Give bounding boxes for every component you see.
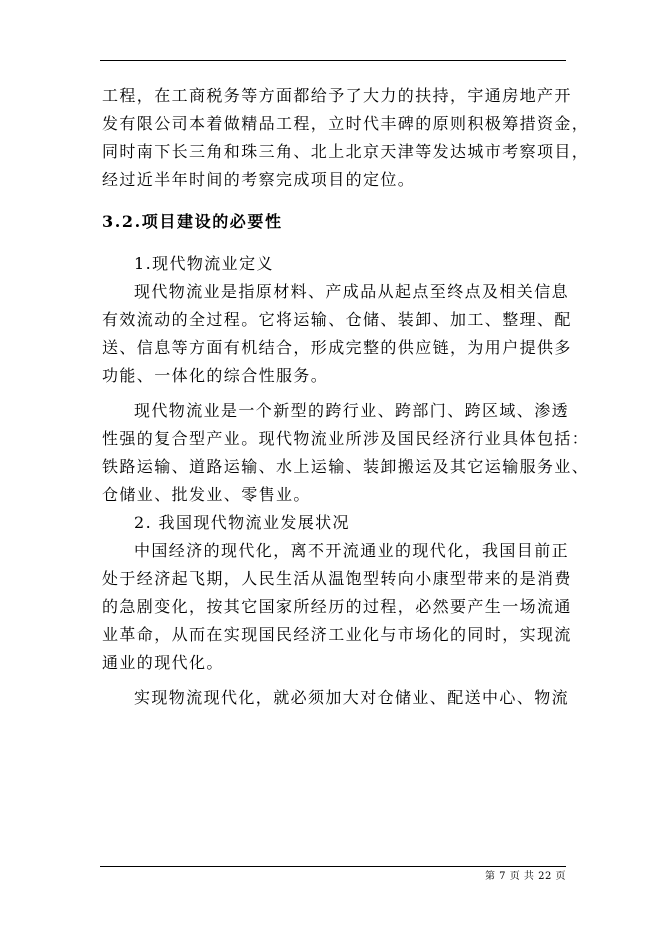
text-line: 发有限公司本着做精品工程，立时代丰碑的原则积极筹措资金， bbox=[102, 114, 590, 133]
paragraph-status bbox=[102, 537, 572, 677]
paragraph-industry-scope bbox=[102, 397, 590, 509]
text-line: 业革命，从而在实现国民经济工业化与市场化的同时，实现流 bbox=[102, 625, 572, 644]
text-line: 经过近半年时间的考察完成项目的定位。 bbox=[102, 170, 416, 189]
paragraph-definition bbox=[102, 278, 572, 390]
section-heading: 3.2.项目建设的必要性 bbox=[102, 212, 283, 231]
text-line: 中国经济的现代化，离不开流通业的现代化，我国目前正 bbox=[134, 541, 570, 560]
text-line: 仓储业、批发业、零售业。 bbox=[102, 485, 311, 504]
header-rule bbox=[100, 60, 566, 61]
text-line: 处于经济起飞期，人民生活从温饱型转向小康型带来的是消费 bbox=[102, 569, 572, 588]
footer-mid: 页 共 bbox=[509, 871, 535, 882]
text-line: 实现物流现代化，就必须加大对仓储业、配送中心、物流 bbox=[134, 688, 570, 707]
subsection-heading-status: 2. 我国现代物流业发展状况 bbox=[134, 513, 350, 532]
page-footer bbox=[485, 870, 566, 884]
footer-prefix: 第 bbox=[484, 871, 496, 882]
paragraph-continued bbox=[102, 82, 590, 194]
text-line: 现代物流业是指原材料、产成品从起点至终点及相关信息 bbox=[134, 282, 570, 301]
text-line: 同时南下长三角和珠三角、北上北京天津等发达城市考察项目， bbox=[102, 142, 590, 161]
text-line: 送、信息等方面有机结合，形成完整的供应链，为用户提供多 bbox=[102, 338, 572, 357]
text-line: 功能、一体化的综合性服务。 bbox=[102, 366, 329, 385]
text-line: 通业的现代化。 bbox=[102, 653, 224, 672]
text-line: 有效流动的全过程。它将运输、仓储、装卸、加工、整理、配 bbox=[102, 310, 572, 329]
footer-suffix: 页 bbox=[555, 871, 566, 882]
document-body bbox=[102, 82, 590, 712]
footer-rule bbox=[100, 866, 566, 867]
text-line: 现代物流业是一个新型的跨行业、跨部门、跨区域、渗透 bbox=[134, 401, 570, 420]
page-number: 7 bbox=[499, 871, 507, 882]
text-line: 工程，在工商税务等方面都给予了大力的扶持，宇通房地产开 bbox=[102, 86, 572, 105]
subsection-heading-definition: 1.现代物流业定义 bbox=[134, 254, 274, 273]
text-line: 铁路运输、道路运输、水上运输、装卸搬运及其它运输服务业、 bbox=[102, 457, 590, 476]
page-total: 22 bbox=[538, 871, 552, 882]
text-line: 的急剧变化，按其它国家所经历的过程，必然要产生一场流通 bbox=[102, 597, 572, 616]
paragraph-modernization bbox=[102, 684, 568, 712]
text-line: 性强的复合型产业。现代物流业所涉及国民经济行业具体包括： bbox=[102, 429, 590, 448]
